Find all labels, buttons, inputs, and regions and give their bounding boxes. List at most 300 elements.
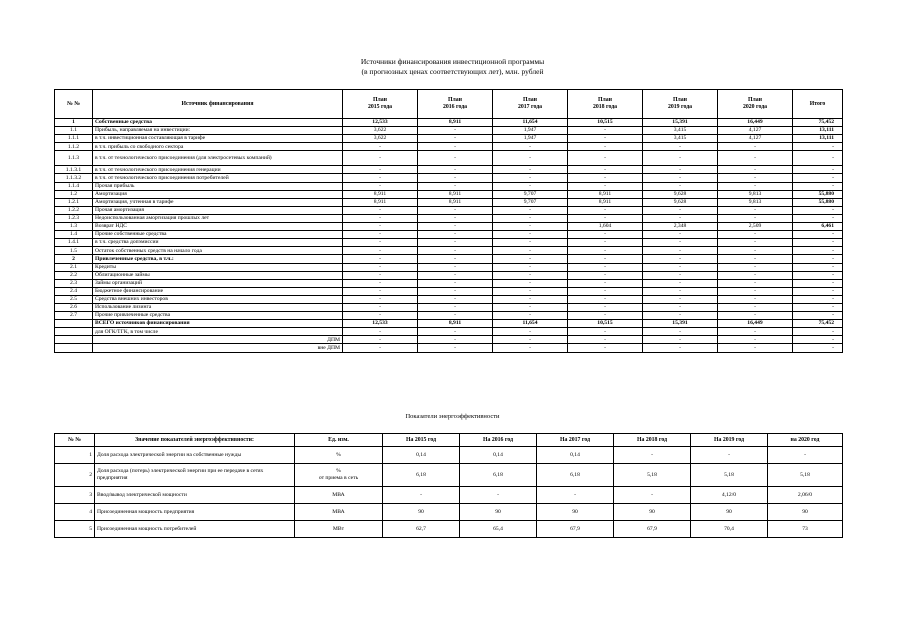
column-header: План 2018 года bbox=[568, 90, 643, 119]
row-code: 2.5 bbox=[55, 295, 93, 303]
value-cell: - bbox=[418, 143, 493, 151]
value-cell: - bbox=[568, 174, 643, 182]
value-cell: - bbox=[418, 182, 493, 190]
value-cell: 90 bbox=[383, 504, 460, 521]
row-code: 1.1.1 bbox=[55, 135, 93, 143]
row-name: вне ДПМ bbox=[93, 344, 343, 352]
value-cell: 6,18 bbox=[460, 464, 537, 487]
value-cell: - bbox=[343, 328, 418, 336]
row-name: Остаток собственных средств на начало года bbox=[93, 247, 343, 255]
table-row bbox=[55, 198, 843, 206]
value-cell: - bbox=[343, 344, 418, 352]
value-cell: - bbox=[568, 239, 643, 247]
value-cell: - bbox=[343, 279, 418, 287]
value-cell: - bbox=[493, 271, 568, 279]
table-header-row bbox=[55, 434, 843, 447]
value-cell: - bbox=[493, 336, 568, 344]
value-cell: 8,911 bbox=[343, 198, 418, 206]
value-cell: - bbox=[493, 255, 568, 263]
unit-cell: % от приема в сеть bbox=[295, 464, 383, 487]
row-code: 1.1.3 bbox=[55, 151, 93, 166]
value-cell: 5,18 bbox=[614, 464, 691, 487]
value-cell: - bbox=[643, 336, 718, 344]
value-cell: - bbox=[343, 151, 418, 166]
value-cell: - bbox=[643, 344, 718, 352]
value-cell: 9,707 bbox=[493, 190, 568, 198]
value-cell: 9,813 bbox=[718, 190, 793, 198]
total-cell: - bbox=[793, 143, 843, 151]
value-cell: - bbox=[418, 328, 493, 336]
table-row bbox=[55, 344, 843, 352]
row-code bbox=[55, 344, 93, 352]
value-cell: 9,707 bbox=[493, 198, 568, 206]
value-cell: 90 bbox=[691, 504, 768, 521]
row-code: 1.1.3.2 bbox=[55, 174, 93, 182]
row-name: Бюджетное финансирование bbox=[93, 287, 343, 295]
value-cell: - bbox=[343, 223, 418, 231]
row-code: 1.4 bbox=[55, 231, 93, 239]
value-cell: 8,911 bbox=[418, 320, 493, 328]
value-cell: - bbox=[493, 174, 568, 182]
row-name: Недоиспользованная амортизация прошлых лет bbox=[93, 214, 343, 222]
row-name: Собственные средства bbox=[93, 119, 343, 127]
value-cell: - bbox=[493, 312, 568, 320]
value-cell: - bbox=[343, 231, 418, 239]
row-code: 1.2.1 bbox=[55, 198, 93, 206]
value-cell: - bbox=[718, 206, 793, 214]
value-cell: - bbox=[718, 247, 793, 255]
row-number: 2 bbox=[55, 464, 95, 487]
table-row bbox=[55, 135, 843, 143]
value-cell: - bbox=[493, 206, 568, 214]
total-cell: - bbox=[793, 255, 843, 263]
row-name: Возврат НДС bbox=[93, 223, 343, 231]
value-cell: - bbox=[568, 279, 643, 287]
value-cell: - bbox=[718, 303, 793, 311]
table-row bbox=[55, 336, 843, 344]
table-row bbox=[55, 464, 843, 487]
value-cell: - bbox=[418, 214, 493, 222]
row-code: 1.1 bbox=[55, 127, 93, 135]
row-name: Прочая амортизация bbox=[93, 206, 343, 214]
value-cell: - bbox=[643, 271, 718, 279]
value-cell: 3,622 bbox=[343, 127, 418, 135]
total-cell: - bbox=[793, 263, 843, 271]
value-cell: - bbox=[418, 303, 493, 311]
value-cell: 9,628 bbox=[643, 190, 718, 198]
value-cell: - bbox=[418, 166, 493, 174]
row-code: 1.4.1 bbox=[55, 239, 93, 247]
column-header: План 2019 года bbox=[643, 90, 718, 119]
value-cell: - bbox=[493, 263, 568, 271]
row-name: в т.ч. средства допэмиссии bbox=[93, 239, 343, 247]
value-cell: - bbox=[643, 279, 718, 287]
row-name: в т.ч. прибыль со свободного сектора bbox=[93, 143, 343, 151]
table-row bbox=[55, 206, 843, 214]
indicator-name: Доля расхода (потерь) электрической энергии при ее передаче в сетях предприятия bbox=[95, 464, 295, 487]
table-row bbox=[55, 255, 843, 263]
table-row bbox=[55, 312, 843, 320]
table-row bbox=[55, 119, 843, 127]
value-cell: - bbox=[493, 239, 568, 247]
value-cell: 90 bbox=[537, 504, 614, 521]
indicator-name: Присоединенная мощность потребителей bbox=[95, 521, 295, 538]
value-cell: - bbox=[643, 295, 718, 303]
total-cell: - bbox=[793, 287, 843, 295]
value-cell: - bbox=[568, 214, 643, 222]
total-cell: - bbox=[793, 206, 843, 214]
value-cell: - bbox=[718, 295, 793, 303]
value-cell: - bbox=[418, 263, 493, 271]
value-cell: - bbox=[418, 239, 493, 247]
value-cell: - bbox=[493, 223, 568, 231]
value-cell: - bbox=[643, 287, 718, 295]
value-cell: - bbox=[643, 174, 718, 182]
program-title: Источники финансирования инвестиционной программы bbox=[360, 57, 545, 66]
row-number: 4 bbox=[55, 504, 95, 521]
row-code: 2.2 bbox=[55, 271, 93, 279]
table-row bbox=[55, 521, 843, 538]
value-cell: - bbox=[343, 174, 418, 182]
value-cell: - bbox=[718, 344, 793, 352]
row-name: Привлеченные средства, в т.ч.: bbox=[93, 255, 343, 263]
total-cell: 75,452 bbox=[793, 119, 843, 127]
row-code bbox=[55, 320, 93, 328]
table-row bbox=[55, 287, 843, 295]
table-row bbox=[55, 174, 843, 182]
table-row bbox=[55, 328, 843, 336]
row-name: в т.ч. инвестиционная составляющая в тарифе bbox=[93, 135, 343, 143]
total-cell: - bbox=[793, 336, 843, 344]
table-row bbox=[55, 239, 843, 247]
value-cell: 12,533 bbox=[343, 119, 418, 127]
value-cell: 8,911 bbox=[343, 190, 418, 198]
value-cell: - bbox=[568, 328, 643, 336]
value-cell: 90 bbox=[614, 504, 691, 521]
value-cell: - bbox=[493, 247, 568, 255]
value-cell: 3,415 bbox=[643, 135, 718, 143]
value-cell: - bbox=[343, 295, 418, 303]
value-cell: 8,911 bbox=[418, 119, 493, 127]
total-cell: - bbox=[793, 166, 843, 174]
program-subtitle: (в прогнозных ценах соответствующих лет), млн. рублей bbox=[361, 67, 544, 76]
row-code: 1.1.3.1 bbox=[55, 166, 93, 174]
value-cell: - bbox=[418, 206, 493, 214]
table-row bbox=[55, 263, 843, 271]
value-cell: - bbox=[614, 487, 691, 504]
column-header: План 2015 года bbox=[343, 90, 418, 119]
value-cell: 10,515 bbox=[568, 320, 643, 328]
value-cell: - bbox=[718, 151, 793, 166]
total-cell: - bbox=[793, 312, 843, 320]
row-name: Прибыль, направляемая на инвестиции: bbox=[93, 127, 343, 135]
row-code bbox=[55, 328, 93, 336]
value-cell: 2,06/0 bbox=[768, 487, 843, 504]
value-cell: 15,391 bbox=[643, 320, 718, 328]
table-header-row bbox=[55, 90, 843, 119]
total-cell: - bbox=[793, 174, 843, 182]
value-cell: - bbox=[537, 487, 614, 504]
value-cell: - bbox=[568, 303, 643, 311]
value-cell: - bbox=[643, 151, 718, 166]
table-row bbox=[55, 504, 843, 521]
value-cell: - bbox=[718, 328, 793, 336]
row-name: в т.ч. от технологического присоединения генерации bbox=[93, 166, 343, 174]
value-cell: 3,622 bbox=[343, 135, 418, 143]
unit-cell: МВА bbox=[295, 487, 383, 504]
value-cell: - bbox=[643, 303, 718, 311]
value-cell: - bbox=[343, 303, 418, 311]
value-cell: - bbox=[343, 143, 418, 151]
total-cell: 55,880 bbox=[793, 190, 843, 198]
value-cell: - bbox=[718, 239, 793, 247]
value-cell: 12,533 bbox=[343, 320, 418, 328]
value-cell: 8,911 bbox=[418, 190, 493, 198]
column-header: На 2017 год bbox=[537, 434, 614, 447]
value-cell: 9,813 bbox=[718, 198, 793, 206]
column-header: План 2020 года bbox=[718, 90, 793, 119]
value-cell: - bbox=[718, 182, 793, 190]
value-cell: 8,911 bbox=[568, 198, 643, 206]
total-cell: - bbox=[793, 271, 843, 279]
total-cell: - bbox=[793, 231, 843, 239]
row-name: Использование лизинга bbox=[93, 303, 343, 311]
row-code bbox=[55, 336, 93, 344]
value-cell: - bbox=[343, 312, 418, 320]
value-cell: - bbox=[718, 336, 793, 344]
value-cell: - bbox=[768, 447, 843, 464]
row-number: 3 bbox=[55, 487, 95, 504]
value-cell: - bbox=[493, 151, 568, 166]
value-cell: - bbox=[493, 182, 568, 190]
unit-cell: МВт bbox=[295, 521, 383, 538]
value-cell: - bbox=[643, 231, 718, 239]
table-row bbox=[55, 151, 843, 166]
column-header: Источник финансирования bbox=[93, 90, 343, 119]
energy-efficiency-table bbox=[54, 433, 843, 538]
value-cell: - bbox=[718, 287, 793, 295]
value-cell: - bbox=[643, 255, 718, 263]
value-cell: - bbox=[643, 214, 718, 222]
value-cell: - bbox=[718, 279, 793, 287]
total-cell: 13,111 bbox=[793, 135, 843, 143]
value-cell: - bbox=[568, 231, 643, 239]
row-name: в т.ч. от технологического присоединения потребителей bbox=[93, 174, 343, 182]
total-cell: - bbox=[793, 303, 843, 311]
value-cell: 90 bbox=[460, 504, 537, 521]
value-cell: - bbox=[418, 223, 493, 231]
value-cell: 15,391 bbox=[643, 119, 718, 127]
value-cell: - bbox=[418, 344, 493, 352]
value-cell: - bbox=[643, 328, 718, 336]
total-cell: - bbox=[793, 295, 843, 303]
value-cell: 4,12/0 bbox=[691, 487, 768, 504]
value-cell: - bbox=[418, 312, 493, 320]
value-cell: 90 bbox=[768, 504, 843, 521]
value-cell: - bbox=[493, 231, 568, 239]
row-code: 2.6 bbox=[55, 303, 93, 311]
value-cell: - bbox=[418, 271, 493, 279]
column-header: На 2018 год bbox=[614, 434, 691, 447]
indicator-name: Ввод/вывод электрической мощности bbox=[95, 487, 295, 504]
value-cell: - bbox=[493, 287, 568, 295]
value-cell: - bbox=[493, 295, 568, 303]
value-cell: 8,911 bbox=[418, 198, 493, 206]
value-cell: - bbox=[568, 295, 643, 303]
value-cell: 11,654 bbox=[493, 320, 568, 328]
value-cell: - bbox=[568, 182, 643, 190]
row-name: Облигационные займы bbox=[93, 271, 343, 279]
table-row bbox=[55, 295, 843, 303]
value-cell: 1,604 bbox=[568, 223, 643, 231]
value-cell: 9,628 bbox=[643, 198, 718, 206]
total-cell: 55,880 bbox=[793, 198, 843, 206]
column-header: Итого bbox=[793, 90, 843, 119]
value-cell: 6,18 bbox=[383, 464, 460, 487]
column-header: Значение показателей энергоэффективности: bbox=[95, 434, 295, 447]
value-cell: - bbox=[343, 214, 418, 222]
value-cell: 1,947 bbox=[493, 127, 568, 135]
value-cell: - bbox=[418, 127, 493, 135]
value-cell: - bbox=[343, 263, 418, 271]
value-cell: - bbox=[418, 255, 493, 263]
value-cell: - bbox=[343, 182, 418, 190]
value-cell: - bbox=[643, 206, 718, 214]
value-cell: 67,9 bbox=[614, 521, 691, 538]
value-cell: - bbox=[643, 239, 718, 247]
row-name: Прочие привлеченные средства bbox=[93, 312, 343, 320]
row-name: Амортизация, учтенная в тарифе bbox=[93, 198, 343, 206]
value-cell: - bbox=[418, 135, 493, 143]
value-cell: - bbox=[343, 247, 418, 255]
value-cell: - bbox=[568, 206, 643, 214]
table-row bbox=[55, 127, 843, 135]
table-row bbox=[55, 487, 843, 504]
total-cell: - bbox=[793, 279, 843, 287]
value-cell: - bbox=[718, 255, 793, 263]
value-cell: - bbox=[643, 166, 718, 174]
value-cell: 16,449 bbox=[718, 320, 793, 328]
value-cell: - bbox=[568, 135, 643, 143]
value-cell: - bbox=[568, 312, 643, 320]
unit-cell: % bbox=[295, 447, 383, 464]
efficiency-title: Показатели энергоэффективности bbox=[405, 413, 500, 420]
total-cell: - bbox=[793, 151, 843, 166]
value-cell: - bbox=[383, 487, 460, 504]
value-cell: - bbox=[343, 255, 418, 263]
table-row bbox=[55, 143, 843, 151]
column-header: № № bbox=[55, 434, 95, 447]
row-name: ДПМ bbox=[93, 336, 343, 344]
row-name: Прочая прибыль bbox=[93, 182, 343, 190]
value-cell: 67,9 bbox=[537, 521, 614, 538]
table-row bbox=[55, 223, 843, 231]
table-row bbox=[55, 182, 843, 190]
value-cell: 0,14 bbox=[537, 447, 614, 464]
value-cell: - bbox=[568, 247, 643, 255]
value-cell: - bbox=[643, 143, 718, 151]
value-cell: - bbox=[691, 447, 768, 464]
value-cell: - bbox=[493, 303, 568, 311]
value-cell: - bbox=[614, 447, 691, 464]
table-row bbox=[55, 271, 843, 279]
value-cell: - bbox=[643, 247, 718, 255]
row-name: Займы организаций bbox=[93, 279, 343, 287]
value-cell: 4,127 bbox=[718, 127, 793, 135]
value-cell: - bbox=[418, 247, 493, 255]
value-cell: - bbox=[493, 143, 568, 151]
value-cell: - bbox=[568, 336, 643, 344]
value-cell: 11,654 bbox=[493, 119, 568, 127]
row-code: 1.3 bbox=[55, 223, 93, 231]
value-cell: 10,515 bbox=[568, 119, 643, 127]
unit-cell: МВА bbox=[295, 504, 383, 521]
row-code: 2.7 bbox=[55, 312, 93, 320]
value-cell: - bbox=[418, 174, 493, 182]
financing-sources-table bbox=[54, 89, 843, 353]
row-code: 1.5 bbox=[55, 247, 93, 255]
value-cell: - bbox=[568, 263, 643, 271]
value-cell: - bbox=[718, 174, 793, 182]
value-cell: - bbox=[418, 287, 493, 295]
value-cell: - bbox=[643, 312, 718, 320]
value-cell: - bbox=[718, 143, 793, 151]
value-cell: 73 bbox=[768, 521, 843, 538]
row-code: 1.2.3 bbox=[55, 214, 93, 222]
value-cell: - bbox=[493, 344, 568, 352]
column-header: № № bbox=[55, 90, 93, 119]
value-cell: 70,4 bbox=[691, 521, 768, 538]
total-cell: - bbox=[793, 247, 843, 255]
value-cell: 2,509 bbox=[718, 223, 793, 231]
row-code: 1.1.2 bbox=[55, 143, 93, 151]
value-cell: - bbox=[718, 231, 793, 239]
value-cell: - bbox=[418, 295, 493, 303]
value-cell: - bbox=[343, 287, 418, 295]
indicator-name: Доля расхода электрической энергии на собственные нужды bbox=[95, 447, 295, 464]
total-cell: - bbox=[793, 214, 843, 222]
value-cell: 5,18 bbox=[768, 464, 843, 487]
row-code: 1.2.2 bbox=[55, 206, 93, 214]
row-code: 1 bbox=[55, 119, 93, 127]
column-header: На 2019 год bbox=[691, 434, 768, 447]
table-row bbox=[55, 279, 843, 287]
value-cell: - bbox=[493, 328, 568, 336]
row-number: 1 bbox=[55, 447, 95, 464]
value-cell: - bbox=[460, 487, 537, 504]
value-cell: - bbox=[568, 271, 643, 279]
value-cell: - bbox=[418, 231, 493, 239]
value-cell: - bbox=[418, 151, 493, 166]
table-row bbox=[55, 166, 843, 174]
value-cell: - bbox=[568, 151, 643, 166]
value-cell: - bbox=[718, 214, 793, 222]
column-header: План 2016 года bbox=[418, 90, 493, 119]
value-cell: - bbox=[568, 143, 643, 151]
row-name: Кредиты bbox=[93, 263, 343, 271]
column-header: На 2016 год bbox=[460, 434, 537, 447]
value-cell: 4,127 bbox=[718, 135, 793, 143]
total-cell: 75,452 bbox=[793, 320, 843, 328]
row-code: 2.4 bbox=[55, 287, 93, 295]
value-cell: 1,947 bbox=[493, 135, 568, 143]
row-name: Средства внешних инвесторов bbox=[93, 295, 343, 303]
value-cell: - bbox=[718, 312, 793, 320]
total-cell: - bbox=[793, 239, 843, 247]
row-code: 2.3 bbox=[55, 279, 93, 287]
value-cell: - bbox=[568, 127, 643, 135]
table-row bbox=[55, 190, 843, 198]
